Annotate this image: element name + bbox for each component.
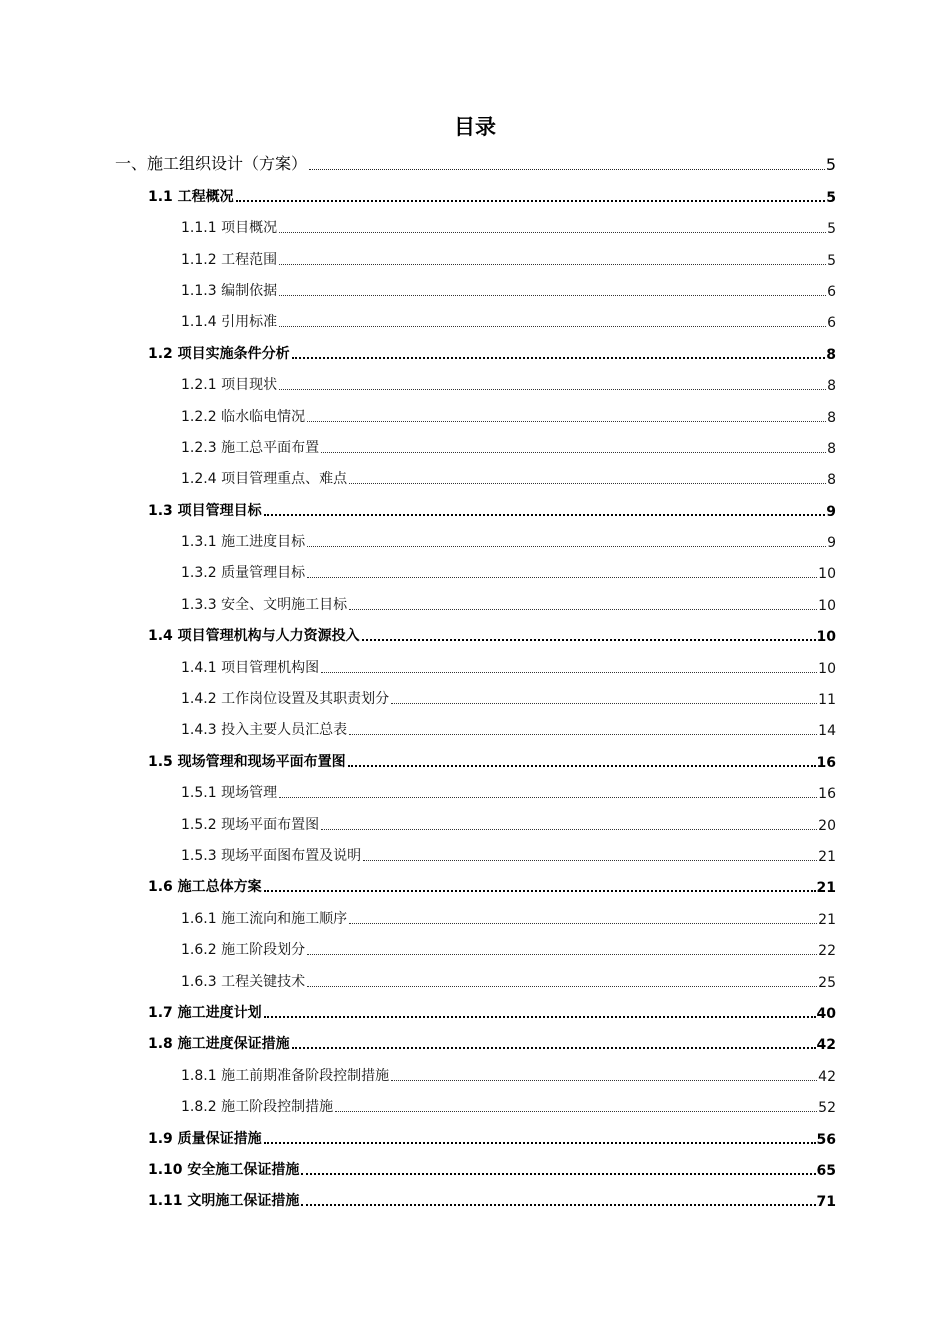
- toc-dot-leader: [307, 577, 817, 578]
- toc-page-number: 52: [818, 1100, 836, 1117]
- toc-page-number: 71: [816, 1194, 836, 1211]
- toc-entry-label: 1.6 施工总体方案: [148, 879, 262, 896]
- toc-entry-label: 1.2.2 临水临电情况: [181, 408, 306, 425]
- toc-entry-label: 1.8 施工进度保证措施: [148, 1036, 290, 1053]
- toc-subsection-entry[interactable]: [0, 903, 950, 934]
- toc-dot-leader: [349, 483, 826, 484]
- toc-entry-label: 1.1.3 编制依据: [181, 282, 278, 299]
- toc-chapter-entry[interactable]: [0, 150, 950, 181]
- toc-subsection-entry[interactable]: [0, 715, 950, 746]
- toc-entry-label: 1.3.1 施工进度目标: [181, 534, 306, 551]
- toc-subsection-entry[interactable]: [0, 652, 950, 683]
- toc-entry-label: 1.2.1 项目现状: [181, 377, 278, 394]
- toc-section-entry[interactable]: [0, 1029, 950, 1060]
- toc-page-number: 16: [816, 754, 836, 771]
- toc-dot-leader: [348, 765, 816, 767]
- toc-dot-leader: [279, 797, 817, 798]
- toc-entry-label: 1.4.1 项目管理机构图: [181, 659, 320, 676]
- toc-subsection-entry[interactable]: [0, 778, 950, 809]
- toc-page-number: 10: [818, 660, 836, 677]
- toc-entry-label: 1.11 文明施工保证措施: [148, 1193, 300, 1210]
- toc-entry-label: 1.5.2 现场平面布置图: [181, 816, 320, 833]
- toc-dot-leader: [363, 860, 817, 861]
- toc-page-number: 21: [816, 880, 836, 897]
- toc-page-number: 8: [827, 440, 836, 457]
- toc-subsection-entry[interactable]: [0, 841, 950, 872]
- toc-page-number: 40: [816, 1005, 836, 1022]
- toc-entry-label: 1.2.3 施工总平面布置: [181, 439, 320, 456]
- toc-section-entry[interactable]: [0, 1123, 950, 1154]
- toc-subsection-entry[interactable]: [0, 935, 950, 966]
- toc-dot-leader: [264, 514, 826, 516]
- toc-entry-label: 1.7 施工进度计划: [148, 1004, 262, 1021]
- toc-page-number: 42: [816, 1037, 836, 1054]
- toc-entry-label: 一、施工组织设计（方案）: [115, 154, 308, 174]
- toc-page-number: 10: [818, 566, 836, 583]
- toc-entry-label: 1.3.2 质量管理目标: [181, 565, 306, 582]
- toc-dot-leader: [301, 1204, 815, 1206]
- toc-subsection-entry[interactable]: [0, 213, 950, 244]
- toc-page-number: 10: [818, 597, 836, 614]
- toc-subsection-entry[interactable]: [0, 527, 950, 558]
- toc-page-number: 8: [827, 409, 836, 426]
- toc-dot-leader: [292, 357, 826, 359]
- toc-page-number: 5: [825, 155, 836, 175]
- toc-page-number: 14: [818, 723, 836, 740]
- toc-subsection-entry[interactable]: [0, 1092, 950, 1123]
- toc-subsection-entry[interactable]: [0, 307, 950, 338]
- table-of-contents: [0, 150, 950, 1217]
- toc-page-number: 9: [826, 503, 836, 520]
- toc-subsection-entry[interactable]: [0, 244, 950, 275]
- toc-dot-leader: [309, 169, 825, 170]
- toc-entry-label: 1.5 现场管理和现场平面布置图: [148, 753, 346, 770]
- toc-dot-leader: [301, 1173, 815, 1175]
- toc-entry-label: 1.2 项目实施条件分析: [148, 345, 290, 362]
- toc-subsection-entry[interactable]: [0, 966, 950, 997]
- toc-dot-leader: [292, 1047, 816, 1049]
- toc-dot-leader: [264, 1016, 816, 1018]
- toc-page-number: 21: [818, 848, 836, 865]
- toc-page-number: 42: [818, 1068, 836, 1085]
- toc-dot-leader: [391, 703, 817, 704]
- toc-entry-label: 1.6.2 施工阶段划分: [181, 942, 306, 959]
- toc-dot-leader: [321, 672, 817, 673]
- toc-page-number: 5: [827, 221, 836, 238]
- toc-entry-label: 1.3.3 安全、文明施工目标: [181, 596, 348, 613]
- toc-page-number: 8: [826, 346, 836, 363]
- toc-section-entry[interactable]: [0, 1186, 950, 1217]
- toc-entry-label: 1.5.3 现场平面图布置及说明: [181, 847, 362, 864]
- toc-subsection-entry[interactable]: [0, 558, 950, 589]
- toc-dot-leader: [307, 986, 817, 987]
- toc-dot-leader: [321, 829, 817, 830]
- toc-page-number: 8: [827, 378, 836, 395]
- toc-page-number: 5: [827, 252, 836, 269]
- toc-entry-label: 1.8.1 施工前期准备阶段控制措施: [181, 1067, 390, 1084]
- toc-entry-label: 1.4.3 投入主要人员汇总表: [181, 722, 348, 739]
- toc-entry-label: 1.10 安全施工保证措施: [148, 1161, 300, 1178]
- toc-entry-label: 1.8.2 施工阶段控制措施: [181, 1099, 334, 1116]
- toc-dot-leader: [279, 264, 826, 265]
- toc-subsection-entry[interactable]: [0, 433, 950, 464]
- toc-section-entry[interactable]: [0, 872, 950, 903]
- toc-page-number: 9: [827, 535, 836, 552]
- toc-page-number: 10: [816, 629, 836, 646]
- toc-dot-leader: [279, 295, 826, 296]
- toc-entry-label: 1.3 项目管理目标: [148, 502, 262, 519]
- toc-dot-leader: [279, 326, 826, 327]
- toc-page-number: 6: [827, 283, 836, 300]
- toc-page-number: 22: [818, 943, 836, 960]
- toc-entry-label: 1.1.4 引用标准: [181, 314, 278, 331]
- toc-dot-leader: [279, 389, 826, 390]
- toc-page-number: 65: [816, 1162, 836, 1179]
- toc-dot-leader: [321, 452, 826, 453]
- toc-dot-leader: [335, 1111, 817, 1112]
- toc-section-entry[interactable]: [0, 998, 950, 1029]
- toc-dot-leader: [264, 890, 816, 892]
- toc-page-number: 21: [818, 911, 836, 928]
- toc-page-number: 6: [827, 315, 836, 332]
- toc-dot-leader: [307, 954, 817, 955]
- toc-page-number: 11: [818, 692, 836, 709]
- toc-entry-label: 1.1.1 项目概况: [181, 220, 278, 237]
- toc-entry-label: 1.6.1 施工流向和施工顺序: [181, 910, 348, 927]
- toc-dot-leader: [307, 546, 826, 547]
- toc-subsection-entry[interactable]: [0, 370, 950, 401]
- toc-section-entry[interactable]: [0, 1155, 950, 1186]
- toc-subsection-entry[interactable]: [0, 464, 950, 495]
- toc-page-number: 20: [818, 817, 836, 834]
- toc-page-number: 16: [818, 786, 836, 803]
- toc-entry-label: 1.5.1 现场管理: [181, 785, 278, 802]
- toc-dot-leader: [307, 421, 826, 422]
- toc-dot-leader: [349, 734, 817, 735]
- toc-subsection-entry[interactable]: [0, 401, 950, 432]
- toc-subsection-entry[interactable]: [0, 809, 950, 840]
- toc-dot-leader: [362, 639, 816, 641]
- toc-dot-leader: [279, 232, 826, 233]
- toc-dot-leader: [349, 609, 817, 610]
- toc-page-number: 56: [816, 1131, 836, 1148]
- toc-entry-label: 1.1 工程概况: [148, 188, 234, 205]
- toc-entry-label: 1.4 项目管理机构与人力资源投入: [148, 628, 360, 645]
- toc-dot-leader: [349, 923, 817, 924]
- toc-page-number: 25: [818, 974, 836, 991]
- toc-section-entry[interactable]: [0, 621, 950, 652]
- toc-dot-leader: [391, 1080, 817, 1081]
- toc-subsection-entry[interactable]: [0, 589, 950, 620]
- toc-section-entry[interactable]: [0, 338, 950, 369]
- toc-entry-label: 1.4.2 工作岗位设置及其职责划分: [181, 691, 390, 708]
- toc-section-entry[interactable]: [0, 495, 950, 526]
- toc-entry-label: 1.2.4 项目管理重点、难点: [181, 471, 348, 488]
- toc-entry-label: 1.6.3 工程关键技术: [181, 973, 306, 990]
- toc-entry-label: 1.9 质量保证措施: [148, 1130, 262, 1147]
- toc-subsection-entry[interactable]: [0, 276, 950, 307]
- toc-dot-leader: [264, 1142, 816, 1144]
- toc-dot-leader: [236, 200, 826, 202]
- toc-subsection-entry[interactable]: [0, 1060, 950, 1091]
- toc-section-entry[interactable]: [0, 181, 950, 212]
- toc-page-number: 5: [826, 189, 836, 206]
- toc-title: 目录: [454, 115, 496, 139]
- toc-page-number: 8: [827, 472, 836, 489]
- toc-entry-label: 1.1.2 工程范围: [181, 251, 278, 268]
- toc-subsection-entry[interactable]: [0, 684, 950, 715]
- toc-section-entry[interactable]: [0, 746, 950, 777]
